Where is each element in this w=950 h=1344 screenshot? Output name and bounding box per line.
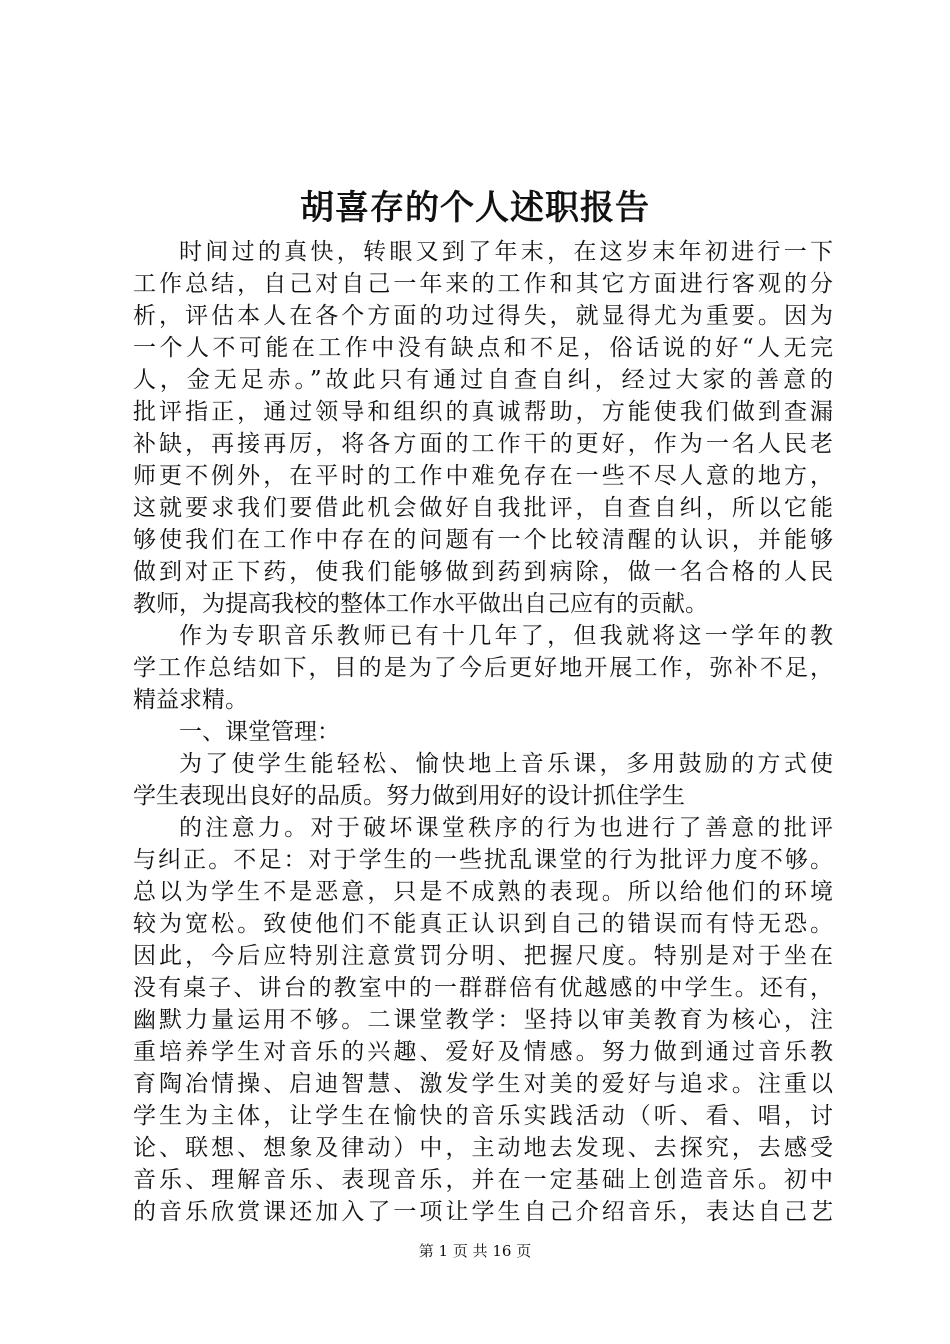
document-title: 胡喜存的个人述职报告 — [300, 188, 650, 228]
text-line: 的注意力。对于破坏课堂秩序的行为也进行了善意的批评 — [179, 815, 833, 841]
text-line: 音乐、理解音乐、表现音乐，并在一定基础上创造音乐。初中 — [133, 1167, 833, 1193]
text-line: 学工作总结如下，目的是为了今后更好地开展工作，弥补不足， — [133, 655, 833, 681]
text-line: 育陶冶情操、启迪智慧、激发学生对美的爱好与追求。注重以 — [133, 1071, 833, 1097]
text-line: 作为专职音乐教师已有十几年了，但我就将这一学年的教 — [179, 623, 833, 649]
text-line: 论、联想、想象及律动）中，主动地去发现、去探究，去感受 — [133, 1135, 833, 1161]
page-footer: 第 1 页 共 16 页 — [418, 1242, 532, 1260]
text-line: 人，金无足赤。”故此只有通过自查自纠，经过大家的善意的 — [133, 367, 833, 393]
text-line: 一个人不可能在工作中没有缺点和不足，俗话说的好“人无完 — [133, 335, 833, 361]
text-line: 学生表现出良好的品质。努力做到用好的设计抓住学生 — [133, 783, 685, 809]
text-line: 没有桌子、讲台的教室中的一群群倍有优越感的中学生。还有， — [133, 975, 833, 1001]
text-line: 的音乐欣赏课还加入了一项让学生自己介绍音乐，表达自己艺 — [133, 1199, 833, 1225]
text-line: 与纠正。不足：对于学生的一些扰乱课堂的行为批评力度不够。 — [133, 847, 833, 873]
text-line: 一、课堂管理： — [179, 719, 340, 745]
text-line: 学生为主体，让学生在愉快的音乐实践活动（听、看、唱，讨 — [133, 1103, 833, 1129]
text-line: 这就要求我们要借此机会做好自我批评，自查自纠，所以它能 — [133, 495, 833, 521]
text-line: 做到对正下药，使我们能够做到药到病除，做一名合格的人民 — [133, 559, 833, 585]
text-line: 批评指正，通过领导和组织的真诚帮助，方能使我们做到查漏 — [133, 399, 833, 425]
text-line: 析，评估本人在各个方面的功过得失，就显得尤为重要。因为 — [133, 303, 833, 329]
text-line: 总以为学生不是恶意，只是不成熟的表现。所以给他们的环境 — [133, 879, 833, 905]
text-line: 补缺，再接再厉，将各方面的工作干的更好，作为一名人民老 — [133, 431, 833, 457]
text-line: 较为宽松。致使他们不能真正认识到自己的错误而有恃无恐。 — [133, 911, 833, 937]
text-line: 为了使学生能轻松、愉快地上音乐课，多用鼓励的方式使 — [179, 751, 833, 777]
text-line: 工作总结，自己对自己一年来的工作和其它方面进行客观的分 — [133, 271, 833, 297]
document-body — [133, 236, 833, 1228]
text-line: 时间过的真快，转眼又到了年末，在这岁末年初进行一下 — [179, 239, 833, 265]
text-line: 重培养学生对音乐的兴趣、爱好及情感。努力做到通过音乐教 — [133, 1039, 833, 1065]
text-line: 师更不例外，在平时的工作中难免存在一些不尽人意的地方， — [133, 463, 833, 489]
text-line: 教师，为提高我校的整体工作水平做出自己应有的贡献。 — [133, 591, 708, 617]
text-line: 幽默力量运用不够。二课堂教学：坚持以审美教育为核心，注 — [133, 1007, 833, 1033]
text-line: 因此，今后应特别注意赏罚分明、把握尺度。特别是对于坐在 — [133, 943, 833, 969]
text-line: 够使我们在工作中存在的问题有一个比较清醒的认识，并能够 — [133, 527, 833, 553]
text-line: 精益求精。 — [133, 687, 248, 713]
